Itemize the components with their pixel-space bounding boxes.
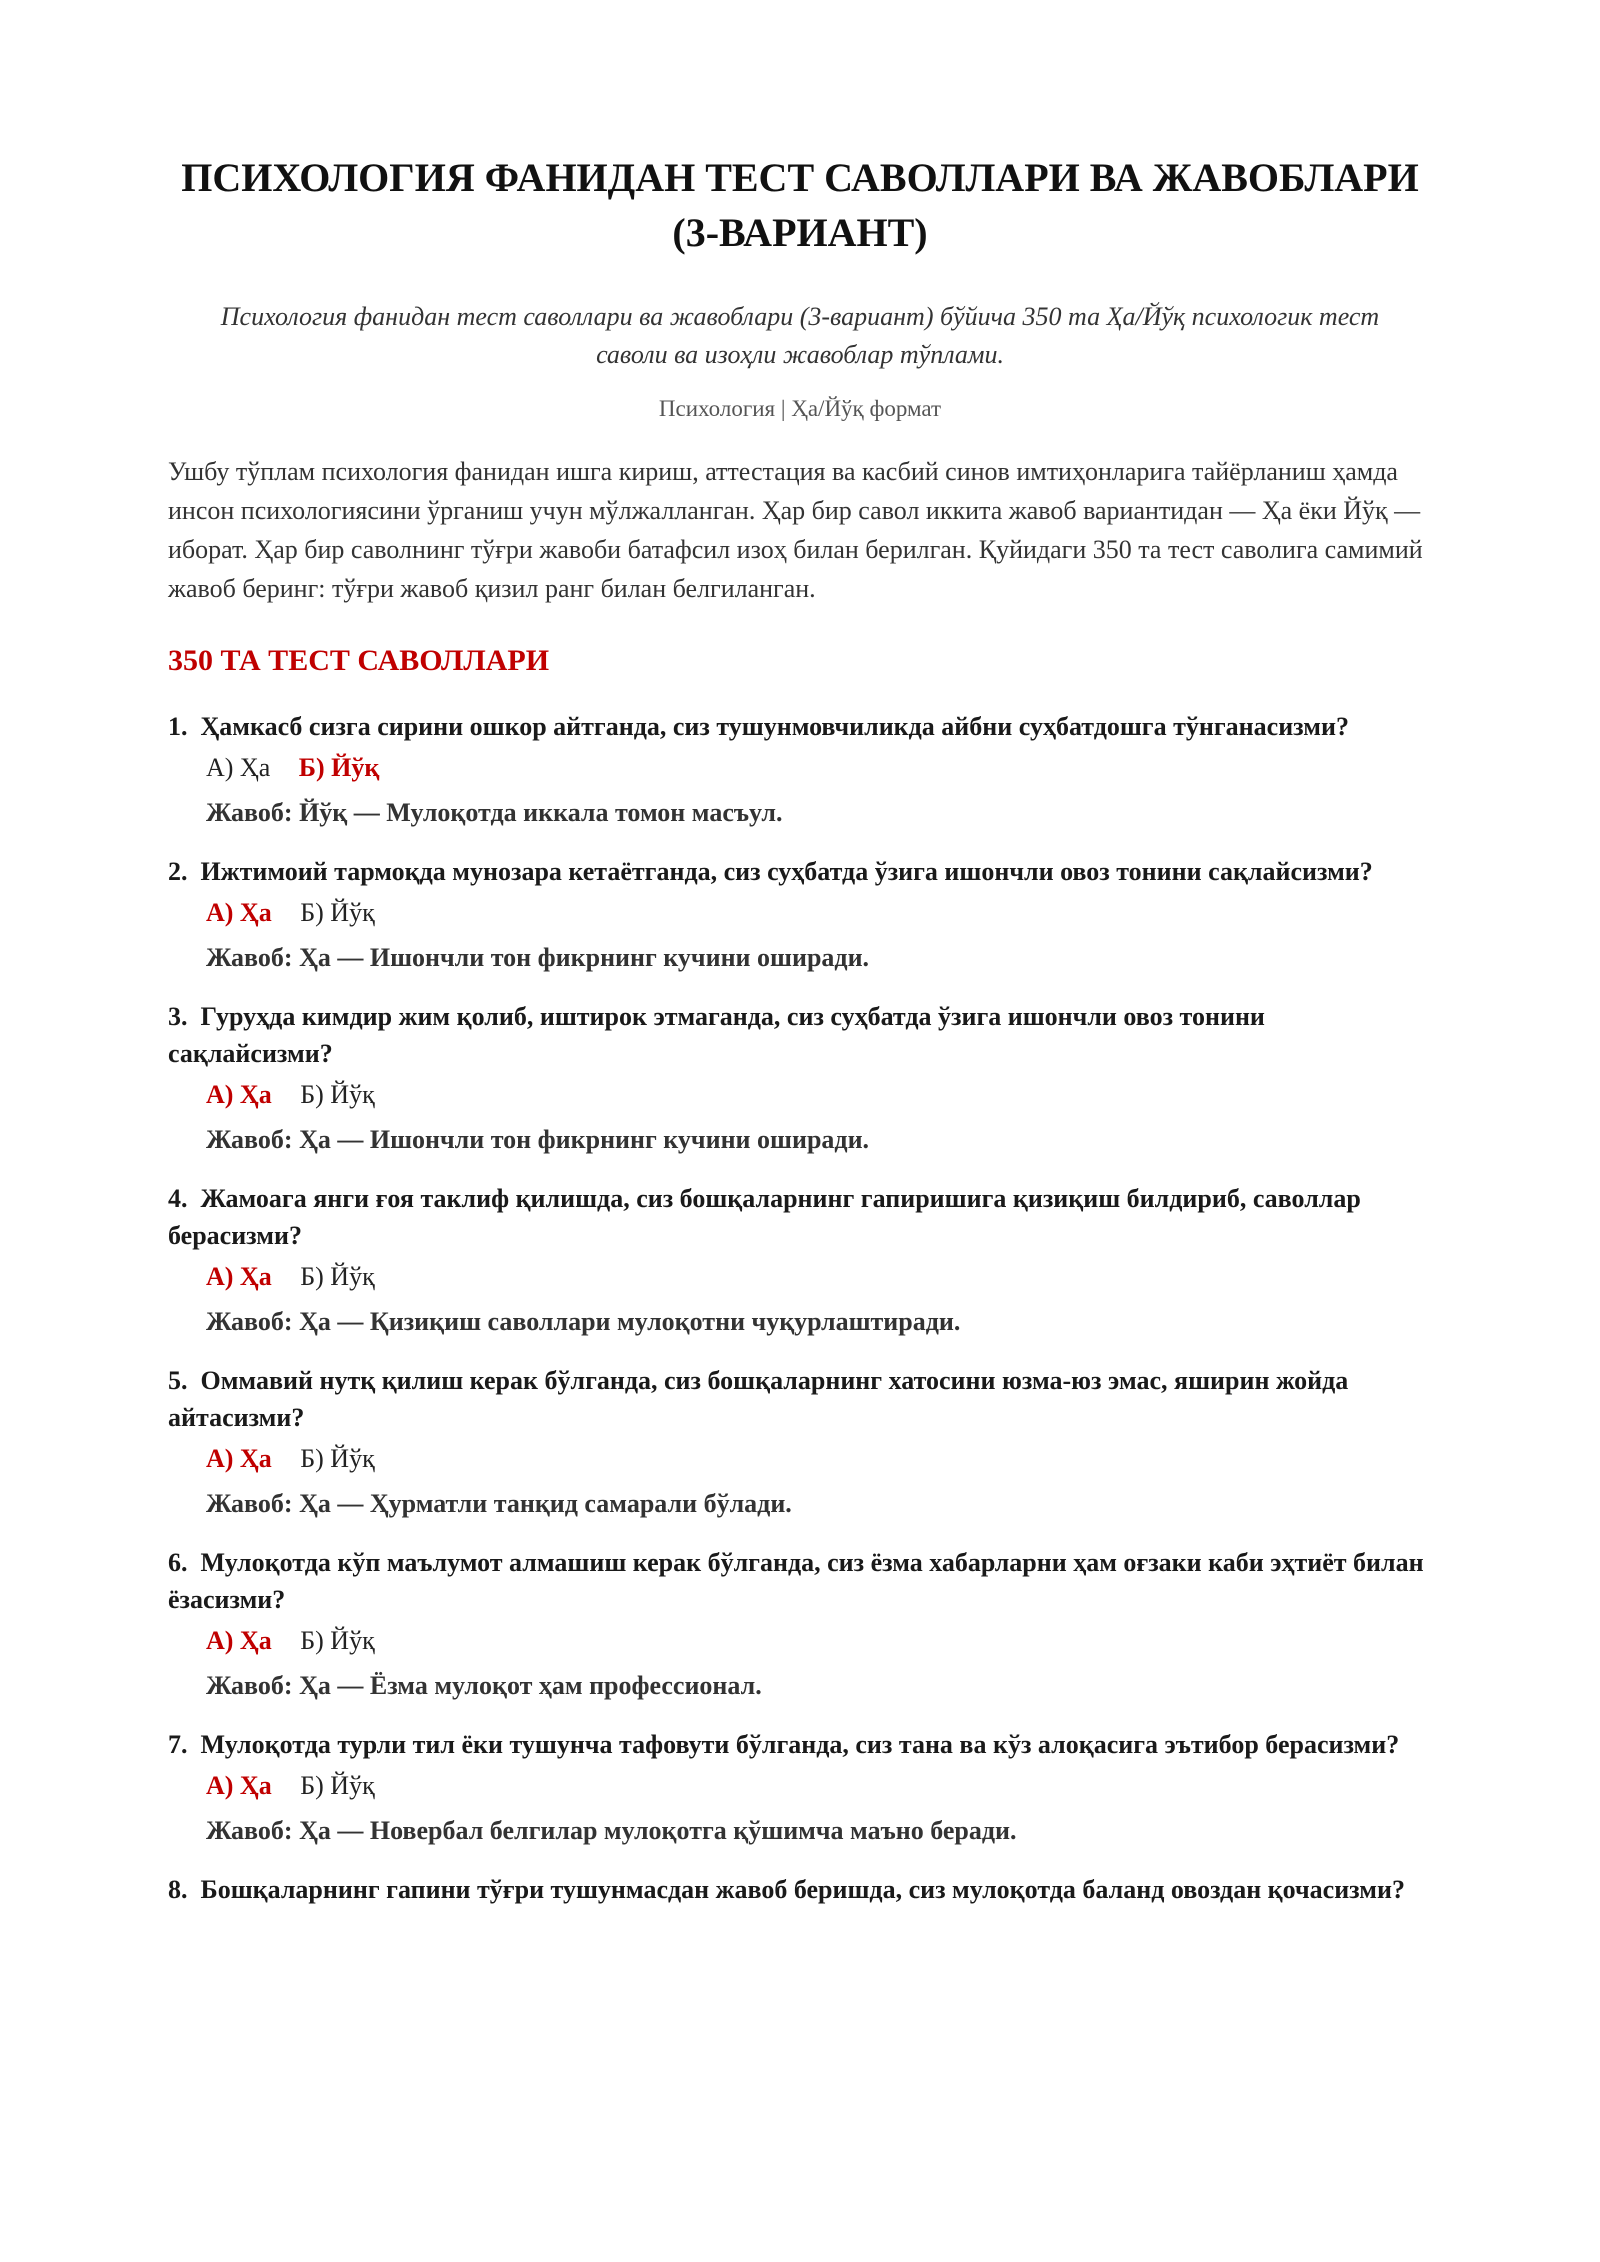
question-body: Мулоқотда турли тил ёки тушунча тафовути бўлганда, сиз тана ва кўз алоқасига эътибор берасизми? xyxy=(200,1730,1400,1759)
question-options xyxy=(168,1622,1432,1659)
option-b[interactable]: Б) Йўқ xyxy=(298,753,380,782)
question-body: Мулоқотда кўп маълумот алмашиш керак бўлганда, сиз ёзма хабарларни ҳам оғзаки каби эҳтиёт билан ёзасизми? xyxy=(168,1548,1424,1614)
question-item xyxy=(168,1726,1432,1849)
question-number: 5. xyxy=(168,1366,188,1395)
question-text xyxy=(168,1726,1432,1763)
answer-explanation: Жавоб: Йўқ — Мулоқотда иккала томон масъул. xyxy=(206,798,783,827)
question-number: 4. xyxy=(168,1184,188,1213)
question-body: Ҳамкасб сизга сирини ошкор айтганда, сиз тушунмовчиликда айбни суҳбатдошга тўнганасизми? xyxy=(200,712,1349,741)
question-item xyxy=(168,998,1432,1158)
question-body: Ижтимоий тармоқда мунозара кетаётганда, сиз суҳбатда ўзига ишончли овоз тонини сақлайсизми? xyxy=(200,857,1373,886)
answer-explanation: Жавоб: Ҳа — Ҳурматли танқид самарали бўлади. xyxy=(206,1489,792,1518)
question-body: Бошқаларнинг гапини тўғри тушунмасдан жавоб беришда, сиз мулоқотда баланд овоздан қочасизми? xyxy=(200,1875,1405,1904)
question-options xyxy=(168,1258,1432,1295)
option-b[interactable]: Б) Йўқ xyxy=(300,1080,375,1109)
intro-paragraph: Ушбу тўплам психология фанидан ишга кириш, аттестация ва касбий синов имтиҳонларига тайёрланиш ҳамда инсон психологиясини ўрганиш учун мўлжалланган. Ҳар бир савол иккита жавоб вариантидан — Ҳа ёки Йўқ — иборат. Ҳар бир саволнинг тўғри жавоби батафсил изоҳ билан берилган. Қуйидаги 350 та тест саволига самимий жавоб беринг: тўғри жавоб қизил ранг билан белгиланган. xyxy=(168,457,1423,603)
option-a[interactable]: А) Ҳа xyxy=(206,898,272,927)
question-text xyxy=(168,1871,1432,1908)
question-options xyxy=(168,1440,1432,1477)
option-a[interactable]: А) Ҳа xyxy=(206,1626,272,1655)
option-a[interactable]: А) Ҳа xyxy=(206,1080,272,1109)
answer-explanation: Жавоб: Ҳа — Ёзма мулоқот ҳам профессионал. xyxy=(206,1671,762,1700)
option-a[interactable]: А) Ҳа xyxy=(206,1262,272,1291)
section-heading: 350 ТА ТЕСТ САВОЛЛАРИ xyxy=(168,644,550,677)
option-b[interactable]: Б) Йўқ xyxy=(300,898,375,927)
option-b[interactable]: Б) Йўқ xyxy=(300,1626,375,1655)
option-b[interactable]: Б) Йўқ xyxy=(300,1444,375,1473)
question-number: 2. xyxy=(168,857,188,886)
document-meta: Психология | Ҳа/Йўқ формат xyxy=(658,396,942,421)
question-number: 3. xyxy=(168,1002,188,1031)
question-options xyxy=(168,1076,1432,1113)
question-text xyxy=(168,708,1432,745)
document-title: ПСИХОЛОГИЯ ФАНИДАН ТЕСТ САВОЛЛАРИ ВА ЖАВОБЛАРИ (3-ВАРИАНТ) xyxy=(181,155,1419,255)
answer-explanation: Жавоб: Ҳа — Ишончли тон фикрнинг кучини оширади. xyxy=(206,1125,870,1154)
option-b[interactable]: Б) Йўқ xyxy=(300,1771,375,1800)
question-text xyxy=(168,1180,1432,1254)
question-item xyxy=(168,708,1432,831)
question-item xyxy=(168,1871,1432,1908)
option-a[interactable]: А) Ҳа xyxy=(206,1444,272,1473)
question-text xyxy=(168,1362,1432,1436)
answer-explanation: Жавоб: Ҳа — Новербал белгилар мулоқотга қўшимча маъно беради. xyxy=(206,1816,1017,1845)
document-subtitle: Психология фанидан тест саволлари ва жавоблари (3-вариант) бўйича 350 та Ҳа/Йўқ психологик тест саволи ва изоҳли жавоблар тўплами. xyxy=(220,302,1380,369)
question-body: Гуруҳда кимдир жим қолиб, иштирок этмаганда, сиз суҳбатда ўзига ишончли овоз тонини сақлайсизми? xyxy=(168,1002,1265,1068)
option-a[interactable]: А) Ҳа xyxy=(206,1771,272,1800)
question-body: Оммавий нутқ қилиш керак бўлганда, сиз бошқаларнинг хатосини юзма-юз эмас, яширин жойда айтасизми? xyxy=(168,1366,1349,1432)
question-text xyxy=(168,1544,1432,1618)
question-item xyxy=(168,1362,1432,1522)
option-b[interactable]: Б) Йўқ xyxy=(300,1262,375,1291)
question-options xyxy=(168,894,1432,931)
question-number: 1. xyxy=(168,712,188,741)
question-options xyxy=(168,1767,1432,1804)
answer-explanation: Жавоб: Ҳа — Ишончли тон фикрнинг кучини оширади. xyxy=(206,943,870,972)
question-text xyxy=(168,853,1432,890)
option-a[interactable]: А) Ҳа xyxy=(206,753,271,782)
question-options xyxy=(168,749,1432,786)
answer-explanation: Жавоб: Ҳа — Қизиқиш саволлари мулоқотни чуқурлаштиради. xyxy=(206,1307,961,1336)
question-number: 7. xyxy=(168,1730,188,1759)
question-item xyxy=(168,1544,1432,1704)
question-body: Жамоага янги ғоя таклиф қилишда, сиз бошқаларнинг гапиришига қизиқиш билдириб, саволлар берасизми? xyxy=(168,1184,1361,1250)
question-item xyxy=(168,853,1432,976)
question-text xyxy=(168,998,1432,1072)
question-number: 8. xyxy=(168,1875,188,1904)
question-number: 6. xyxy=(168,1548,188,1577)
question-item xyxy=(168,1180,1432,1340)
question-list xyxy=(168,708,1432,1908)
